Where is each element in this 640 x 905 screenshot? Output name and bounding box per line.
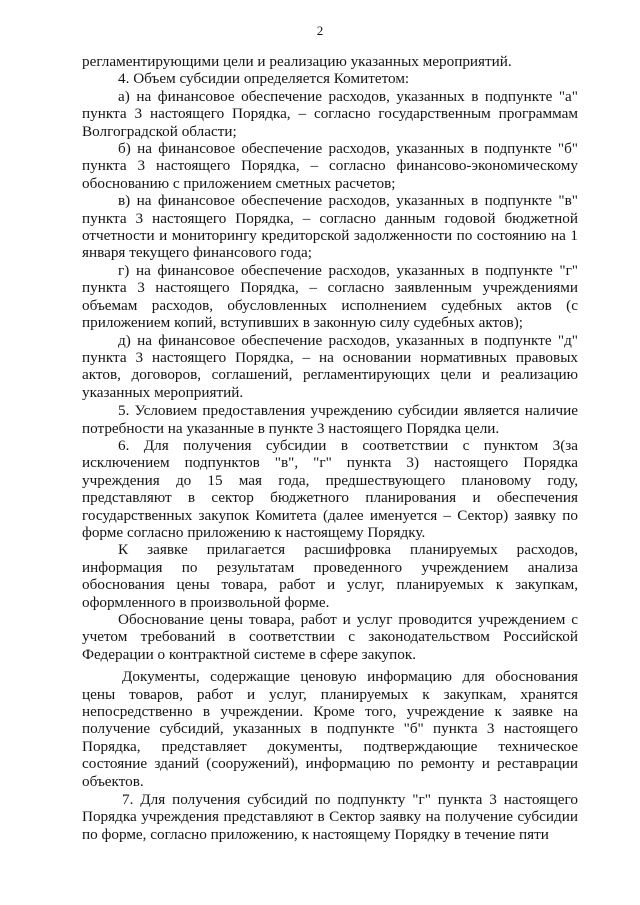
paragraph-continuation: регламентирующими цели и реализацию указанных мероприятий.	[82, 53, 512, 70]
paragraph-clause-7: 7. Для получения субсидий по подпункту "г" пункта 3 настоящего Порядка учреждения представляют в Сектор заявку на получение субсидии по форме, согласно приложению, к настоящему Порядку в течение пяти	[82, 791, 578, 843]
paragraph-clause-6-documents: Документы, содержащие ценовую информацию для обоснования цены товаров, работ и услуг, планируемых к закупкам, хранятся непосредственно в учреждении. Кроме того, учреждение к заявке на получение субсидий, указанных в подпункте "б" пункта 3 настоящего Порядка, представляет документы, подтверждающие техническое состояние зданий (сооружений), информацию по ремонту и реставрации объектов.	[82, 668, 578, 790]
paragraph-clause-4: 4. Объем субсидии определяется Комитетом:	[118, 70, 410, 88]
document-body	[82, 53, 578, 843]
paragraph-clause-6-price-basis: Обоснование цены товара, работ и услуг проводится учреждением с учетом требований в соответствии с законодательством Российской Федерации о контрактной системе в сфере закупок.	[82, 611, 578, 663]
paragraph-clause-5: 5. Условием предоставления учреждению субсидии является наличие потребности на указанные в пункте 3 настоящего Порядка цели.	[82, 402, 578, 437]
page-number: 2	[316, 23, 324, 38]
paragraph-clause-4v: в) на финансовое обеспечение расходов, указанных в подпункте "в" пункта 3 настоящего Порядка, – согласно данным годовой бюджетной отчетности и мониторингу кредиторской задолженности по состоянию на 1 января текущего финансового года;	[82, 192, 578, 262]
paragraph-clause-4a: а) на финансовое обеспечение расходов, указанных в подпункте "а" пункта 3 настоящего Порядка, – согласно государственным программам Волгоградской области;	[82, 87, 578, 140]
paragraph-clause-4d: д) на финансовое обеспечение расходов, указанных в подпункте "д" пункта 3 настоящего Порядка, – на основании нормативных правовых актов, договоров, соглашений, регламентирующих цели и реализацию указанных мероприятий.	[82, 331, 578, 401]
paragraph-clause-6-attachment: К заявке прилагается расшифровка планируемых расходов, информация по результатам проведенного учреждением анализа обоснования цены товара, работ и услуг, планируемых к закупкам, оформленного в произвольной форме.	[82, 541, 578, 611]
paragraph-clause-4b: б) на финансовое обеспечение расходов, указанных в подпункте "б" пункта 3 настоящего Порядка, – согласно финансово-экономическому обоснованию с приложением сметных расчетов;	[82, 140, 578, 192]
paragraph-clause-6: 6. Для получения субсидии в соответствии с пунктом 3(за исключением подпунктов "в", "г" пункта 3) настоящего Порядка учреждения до 15 мая года, предшествующего плановому году, представляют в сектор бюджетного планирования и обеспечения государственных закупок Комитета (далее именуется – Сектор) заявку по форме согласно приложению к настоящему Порядку.	[82, 436, 578, 541]
paragraph-clause-4g: г) на финансовое обеспечение расходов, указанных в подпункте "г" пункта 3 настоящего Порядка, – согласно заявленным учреждениями объемам расходов, обусловленных исполнением судебных актов (с приложением копий, вступивших в законную силу судебных актов);	[82, 261, 578, 332]
